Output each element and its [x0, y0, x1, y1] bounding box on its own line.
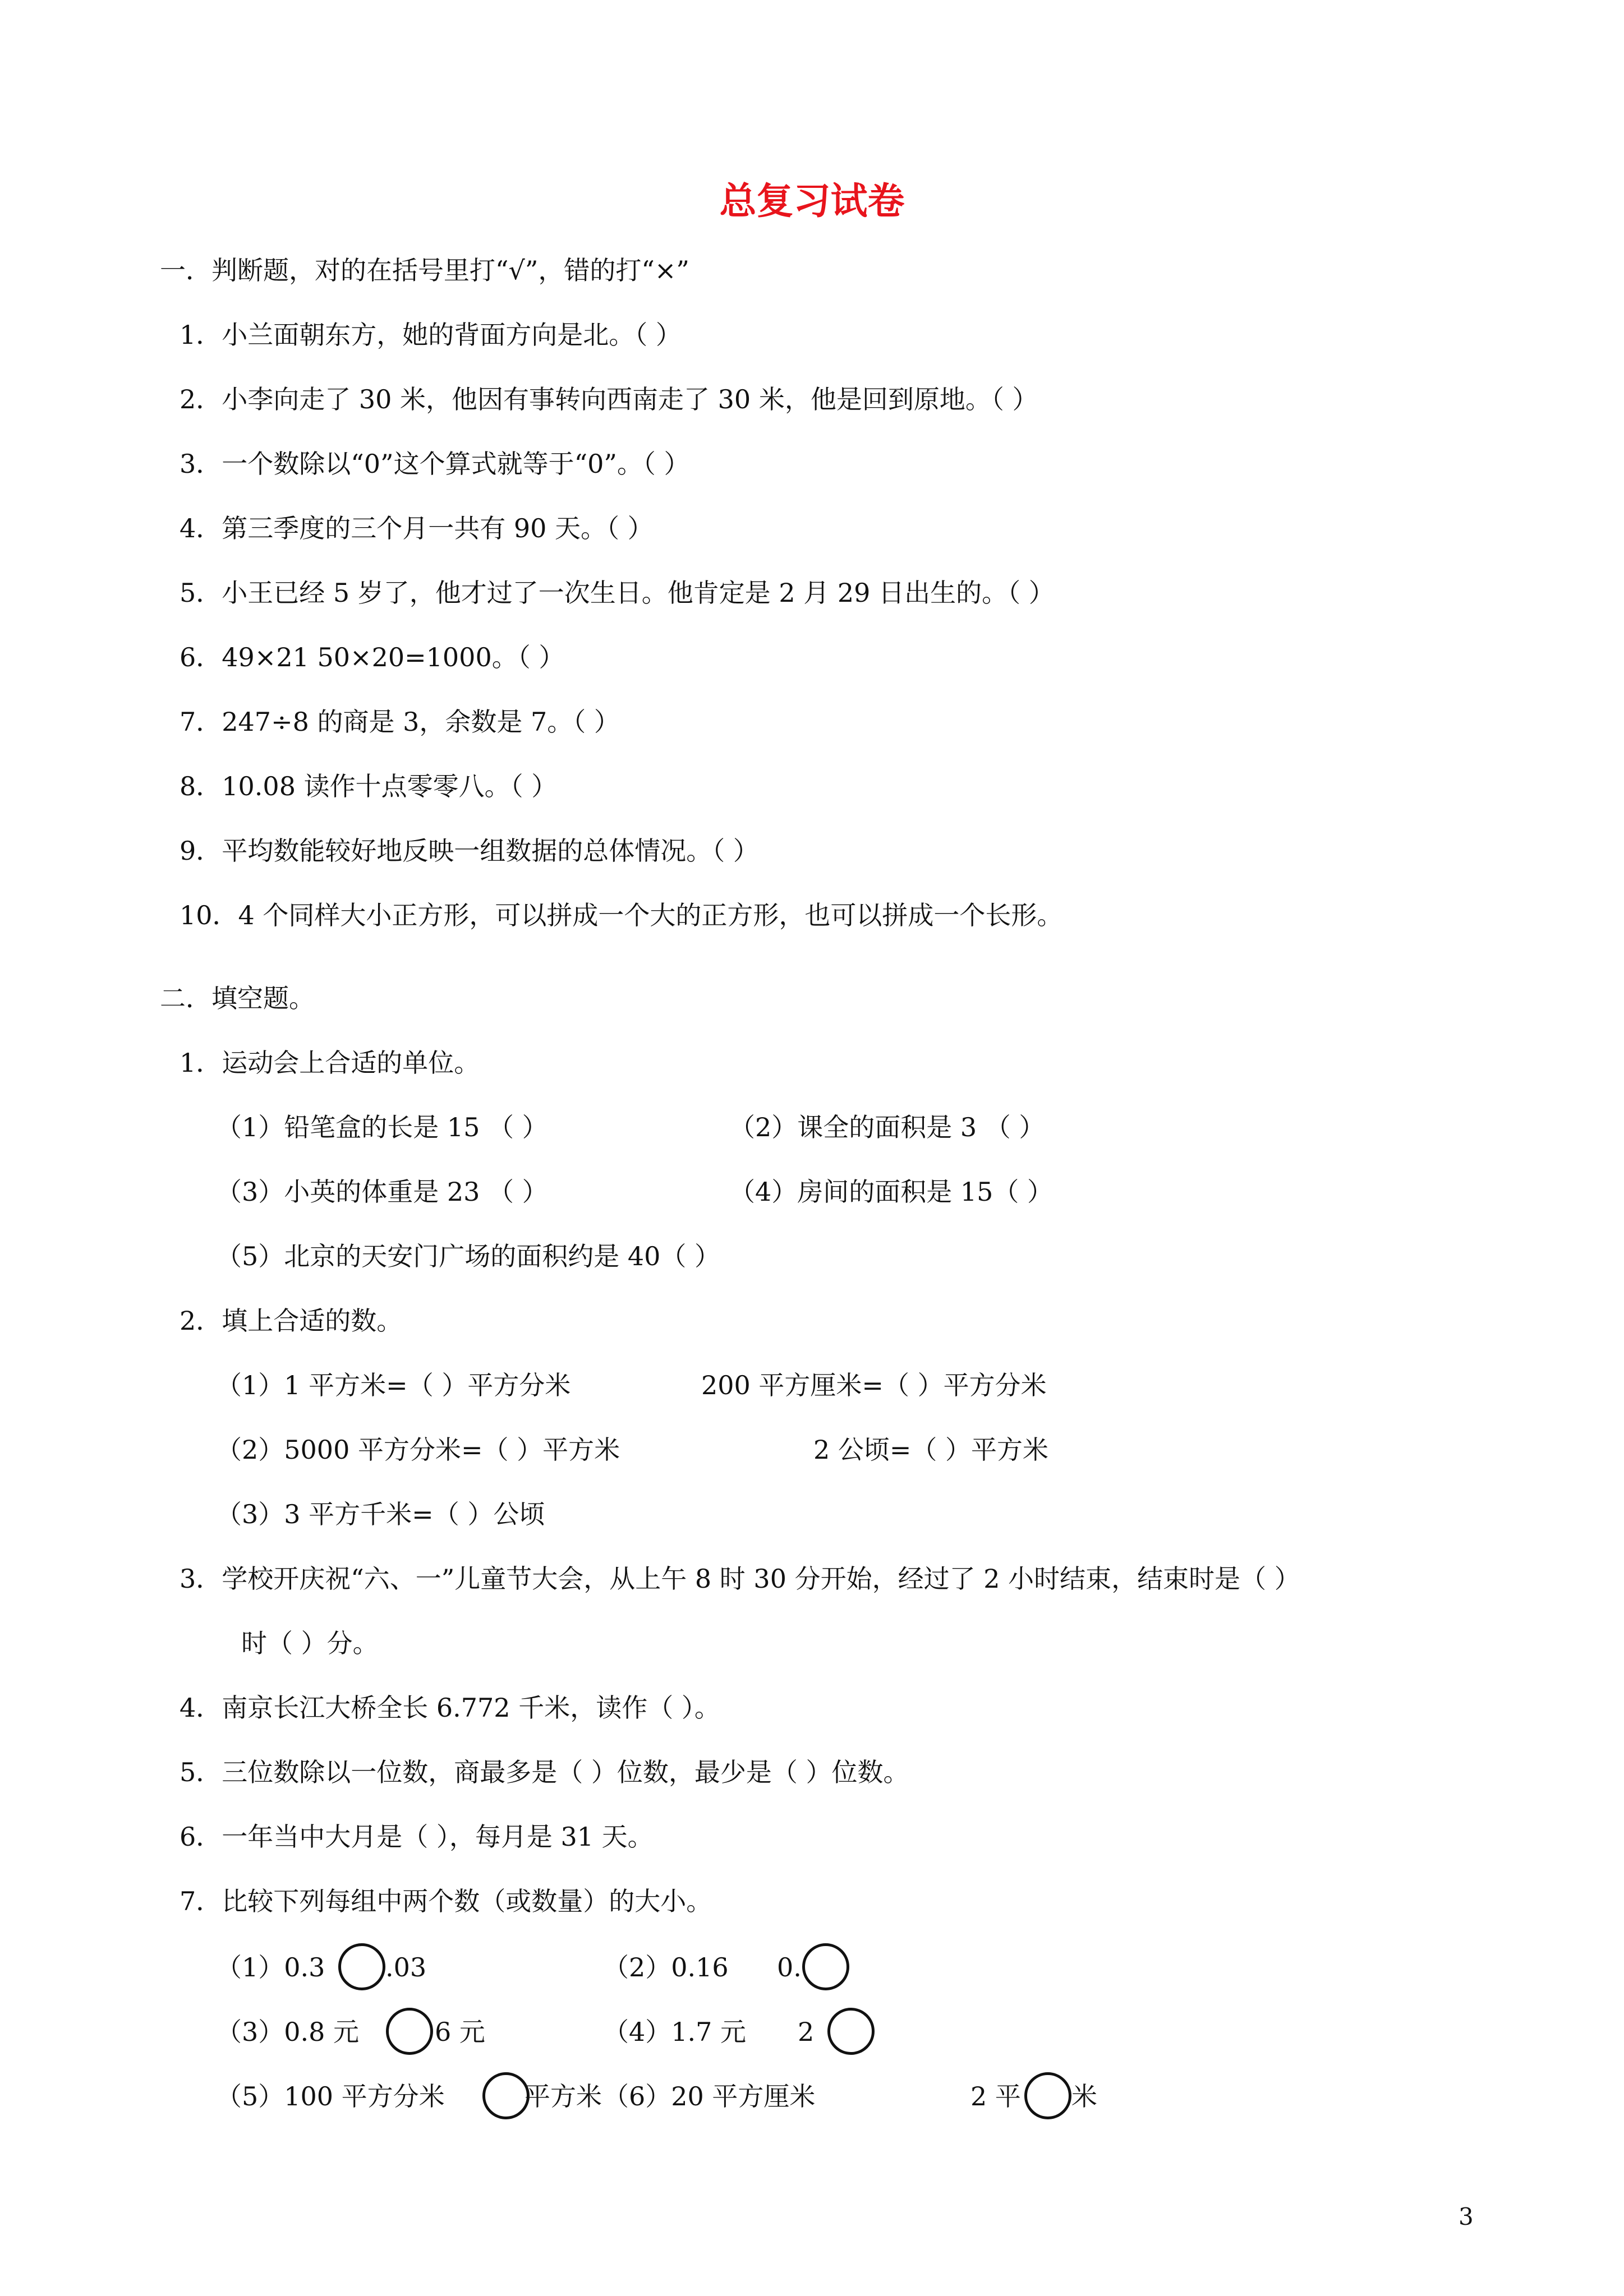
compare-left: （5）100 平方分米: [216, 2081, 445, 2111]
compare-circle[interactable]: [802, 1943, 849, 1990]
fill-item: （3）小英的体重是 23 （ ）: [216, 1177, 548, 1207]
compare-left: （3）0.8 元: [216, 2017, 360, 2047]
compare-left: （1）0.3: [216, 1952, 325, 1983]
fill-item: （1）1 平方米=（ ）平方分米: [216, 1370, 571, 1400]
fill-question-label: 2．填上合适的数。: [180, 1306, 403, 1336]
compare-right: 平方米: [525, 2081, 602, 2111]
page-number: 3: [1459, 2203, 1474, 2230]
compare-left: （6）20 平方厘米: [603, 2081, 816, 2111]
compare-mid: 2 平: [970, 2081, 1021, 2111]
judgement-item: 5．小王已经 5 岁了，他才过了一次生日。他肯定是 2 月 29 日出生的。（ ）: [180, 578, 1055, 608]
fill-question-continued: 时（ ）分。: [241, 1628, 379, 1658]
judgement-item: 4．第三季度的三个月一共有 90 天。（ ）: [180, 513, 654, 543]
fill-item: （4）房间的面积是 15（ ）: [729, 1177, 1053, 1207]
judgement-item: 2．小李向走了 30 米，他因有事转向西南走了 30 米，他是回到原地。（ ）: [180, 384, 1038, 414]
compare-circle[interactable]: [827, 2008, 875, 2055]
compare-right: 6 元: [435, 2017, 485, 2047]
judgement-item: 6．49×21 50×20=1000。（ ）: [180, 642, 565, 672]
fill-question: 4．南京长江大桥全长 6.772 千米，读作（ ）。: [180, 1693, 720, 1723]
compare-right: 米: [1071, 2081, 1097, 2111]
judgement-item: 1．小兰面朝东方，她的背面方向是北。（ ）: [180, 320, 682, 350]
fill-question: 5．三位数除以一位数，商最多是（ ）位数，最少是（ ）位数。: [180, 1757, 909, 1787]
compare-left: （4）1.7 元: [603, 2017, 747, 2047]
compare-circle[interactable]: [338, 1943, 385, 1990]
compare-circle[interactable]: [1024, 2072, 1071, 2119]
fill-question-label: 1．运动会上合适的单位。: [180, 1048, 480, 1078]
fill-item: 200 平方厘米=（ ）平方分米: [701, 1370, 1047, 1400]
fill-item: （2）课全的面积是 3 （ ）: [729, 1112, 1045, 1142]
compare-circle[interactable]: [482, 2072, 530, 2119]
compare-right: 0.: [777, 1952, 802, 1983]
fill-item: （1）铅笔盒的长是 15 （ ）: [216, 1112, 548, 1142]
fill-question: 3．学校开庆祝“六、一”儿童节大会，从上午 8 时 30 分开始，经过了 2 小时结束，结束时是（ ）: [180, 1564, 1300, 1594]
judgement-item: 3．一个数除以“0”这个算式就等于“0”。（ ）: [180, 449, 690, 479]
section2-heading: 二．填空题。: [160, 983, 315, 1013]
fill-question-label: 7．比较下列每组中两个数（或数量）的大小。: [180, 1886, 712, 1916]
fill-item: （3）3 平方千米=（ ）公顷: [216, 1499, 545, 1529]
fill-item: 2 公顷=（ ）平方米: [813, 1435, 1049, 1465]
compare-circle[interactable]: [386, 2008, 433, 2055]
judgement-item: 9．平均数能较好地反映一组数据的总体情况。（ ）: [180, 836, 759, 866]
fill-item: （5）北京的天安门广场的面积约是 40（ ）: [216, 1241, 721, 1271]
compare-left: （2）0.16: [603, 1952, 729, 1983]
page-title: 总复习试卷: [719, 179, 905, 223]
fill-question: 6．一年当中大月是（ ），每月是 31 天。: [180, 1822, 654, 1852]
section1-heading: 一．判断题，对的在括号里打“√”，错的打“×”: [160, 255, 689, 285]
compare-right: 2: [798, 2017, 815, 2047]
judgement-item: 10．4 个同样大小正方形，可以拼成一个大的正方形，也可以拼成一个长形。: [180, 900, 1063, 930]
judgement-item: 7．247÷8 的商是 3，余数是 7。（ ）: [180, 707, 620, 737]
judgement-item: 8．10.08 读作十点零零八。（ ）: [180, 771, 558, 801]
fill-item: （2）5000 平方分米=（ ）平方米: [216, 1435, 620, 1465]
compare-right: .03: [385, 1952, 427, 1983]
